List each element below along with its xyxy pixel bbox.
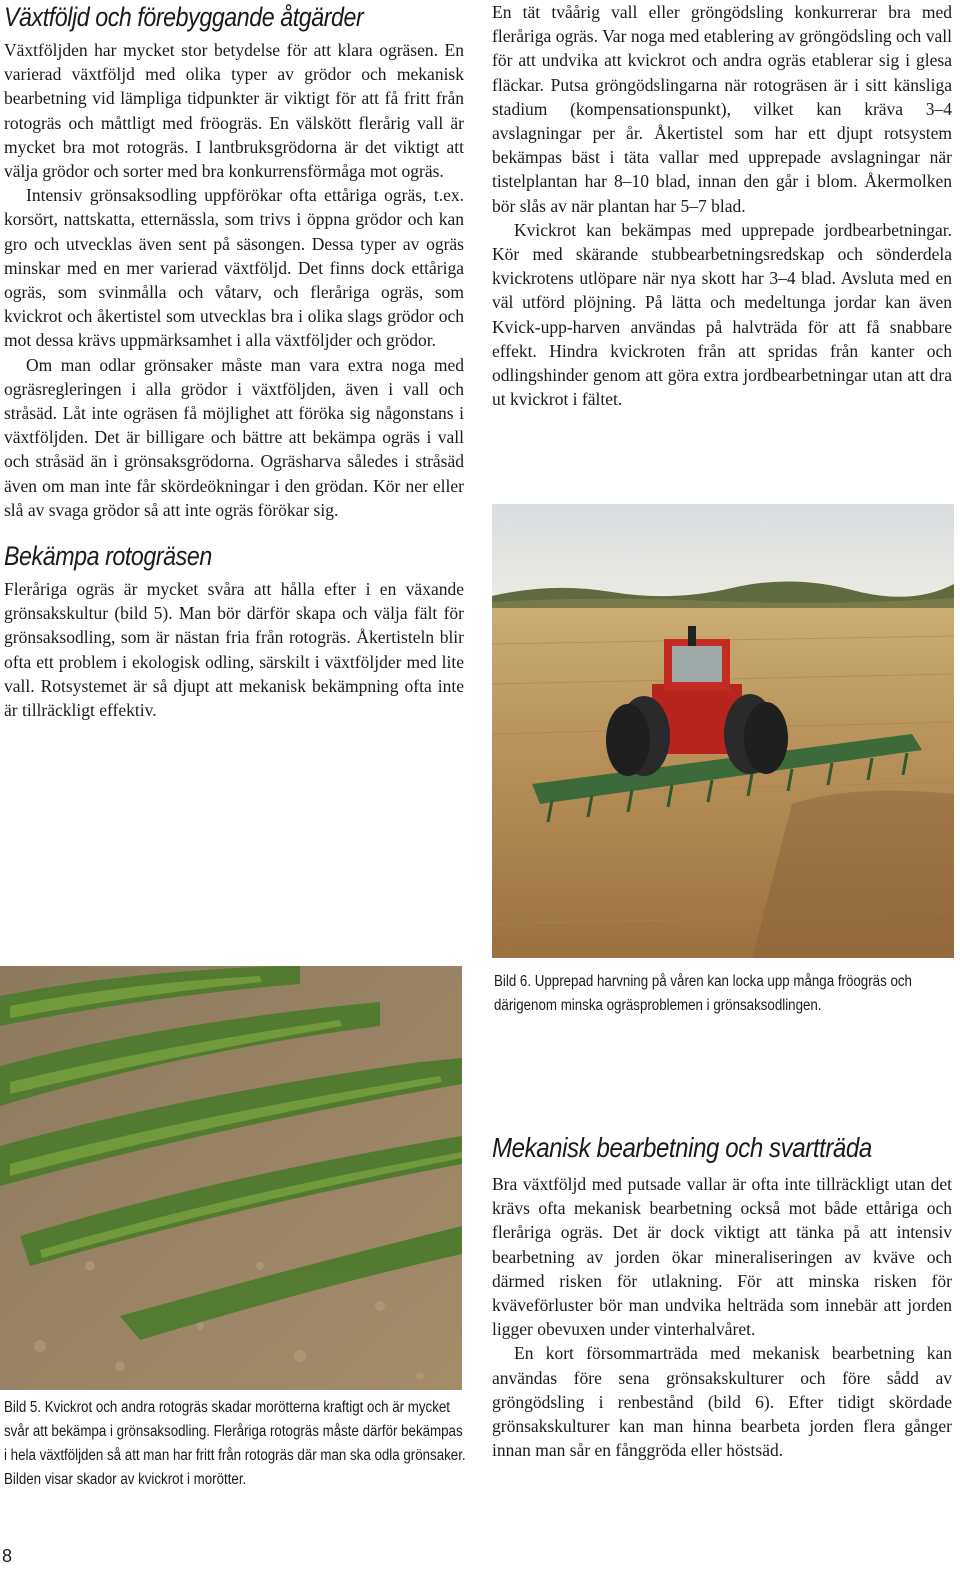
paragraph: En tät tvåårig vall eller gröngödsling konkurrerar bra med fleråriga ogräs. Var noga med etablering av gröngödsling och vall för att undvika att kvickrot och andra ogräs etablerar sig i glesa fläckar. Putsa gröngödslingarna när rotogräsen är i sitt känsliga stadium (kompensationspunkt), vilket kan kräva 3–4 avslagningar per år. Åkertistel som har ett djupt rotsystem bekämpas bäst i täta vallar med upprepade avslagningar när tistelplantan har 8–10 blad, innan den går i blom. Åkermolken bör slås av när plantan har 5–7 blad. (492, 2, 952, 216)
paragraph: Intensiv grönsaksodling uppförökar ofta ettåriga ogräs, t.ex. korsört, nattskatta, etternässla, som trivs i öppna grödor och kan gro och utvecklas även sent på säsongen. Dessa typer av ogräs minskar med en mer varierad växtföljd. Det finns dock ettåriga ogräs, som svinmålla och våtarv, och fleråriga ogräs, som kvickrot och åkertistel som utvecklas bra i olika slags grödor och mot dessa krävs uppmärksamhet i alla växtföljder och grödor. (4, 185, 464, 351)
heading-mekanisk-bearbetning: Mekanisk bearbetning och svartträda (492, 1132, 872, 1163)
caption-bild-5: Bild 5. Kvickrot och andra rotogräs skadar morötterna kraftigt och är mycket svår att bekämpa i grönsaksodling. Fleråriga rotogräs måste därför bekämpas i hela växtföljden så att man har fritt från rotogräs där man ska odla grönsaker. Bilden visar skador av kvickrot i morötter. (4, 1399, 466, 1488)
paragraph: Om man odlar grönsaker måste man vara extra noga med ogräsregleringen i alla grödor i växtföljden, även i vall och stråsäd. Låt inte ogräsen få möjlighet att föröka sig någonstans i växtföljden. Det är billigare och bättre att bekämpa ogräs i vall och stråsäd än i grönsaksgrödorna. Ogräsharva således i stråsäd även om man inte får skördeökningar i den grödan. Kör ner eller slå av svaga grödor så att inte ogräs förökar sig. (4, 354, 464, 520)
paragraph: Växtföljden har mycket stor betydelse för att klara ogräsen. En varierad växtföljd med olika typer av grödor och mekanisk bearbetning vid lämpliga tidpunkter är viktigt för att få fritt från rotogräs och måttligt med fröogräs. En välskött flerårig vall är mycket bra mot rotogräs. I lantbruksgrödorna är det viktigt att välja grödor och sorter med bra konkurrensförmåga mot ogräs. (4, 40, 464, 182)
right-column-top (492, 0, 952, 411)
paragraph: Fleråriga ogräs är mycket svåra att hålla efter i en växande grönsakskultur (bild 5). Man bör därför skapa och välja fält för grönsaksodling, som är nästan fria från rotogräs. Åkertisteln blir ofta ett problem i ekologisk odling, särskilt i växtföljder med lite vall. Rotsystemet är så djupt att mekanisk bekämpning ofta inte är tillräckligt effektiv. (4, 579, 464, 721)
caption-bild-5-container (4, 1396, 466, 1492)
tractor-harrowing-field-photo (492, 504, 954, 958)
right-column-bottom (492, 1132, 952, 1462)
paragraph: En kort försommarträda med mekanisk bearbetning kan användas före sena grönsakskulturer och före sådd av gröngödsling i renbestånd (bild 6). Efter tidigt skördade grönsakskulturer kan man hinna bearbeta jorden flera gånger innan man sår en fånggröda eller höstsäd. (492, 1343, 952, 1461)
carrot-rows-with-couch-grass-photo (0, 966, 462, 1390)
heading-bekampa-rotograsen: Bekämpa rotogräsen (4, 541, 212, 572)
heading-vaxtfoljd: Växtföljd och förebyggande åtgärder (4, 2, 364, 32)
tractor-illustration (492, 504, 954, 958)
caption-bild-6: Bild 6. Upprepad harvning på våren kan locka upp många fröogräs och därigenom minska ogräsproblemen i grönsaksodlingen. (494, 973, 912, 1014)
carrot-field-illustration (0, 966, 462, 1390)
left-column (4, 0, 464, 722)
page-number: 8 (2, 1546, 13, 1566)
paragraph: Kvickrot kan bekämpas med upprepade jordbearbetningar. Kör med skärande stubbearbetningsredskap och sönderdela kvickrotens utlöpare när nya skott har 3–4 blad. Avsluta med en väl utförd plöjning. På lätta och medeltunga jordar kan även Kvick-upp-harven användas på halvträda för att få snabbare effekt. Hindra kvickroten från att spridas från kanter och odlingshinder genom att göra extra jordbearbetningar utan att dra ut kvickrot i fältet. (492, 219, 952, 410)
caption-bild-6-container (494, 970, 956, 1018)
paragraph: Bra växtföljd med putsade vallar är ofta inte tillräckligt utan det krävs ofta mekanisk bearbetning också mot både ettåriga och fleråriga ogräs. Det är dock viktigt att tänka på att intensiv bearbetning av jorden ökar mineraliseringen av kväve och därmed risken för utlakning. För att minska risken för kväveförluster bör man undvika helträda som innebär att jorden ligger obevuxen under vinterhalvåret. (492, 1174, 952, 1340)
